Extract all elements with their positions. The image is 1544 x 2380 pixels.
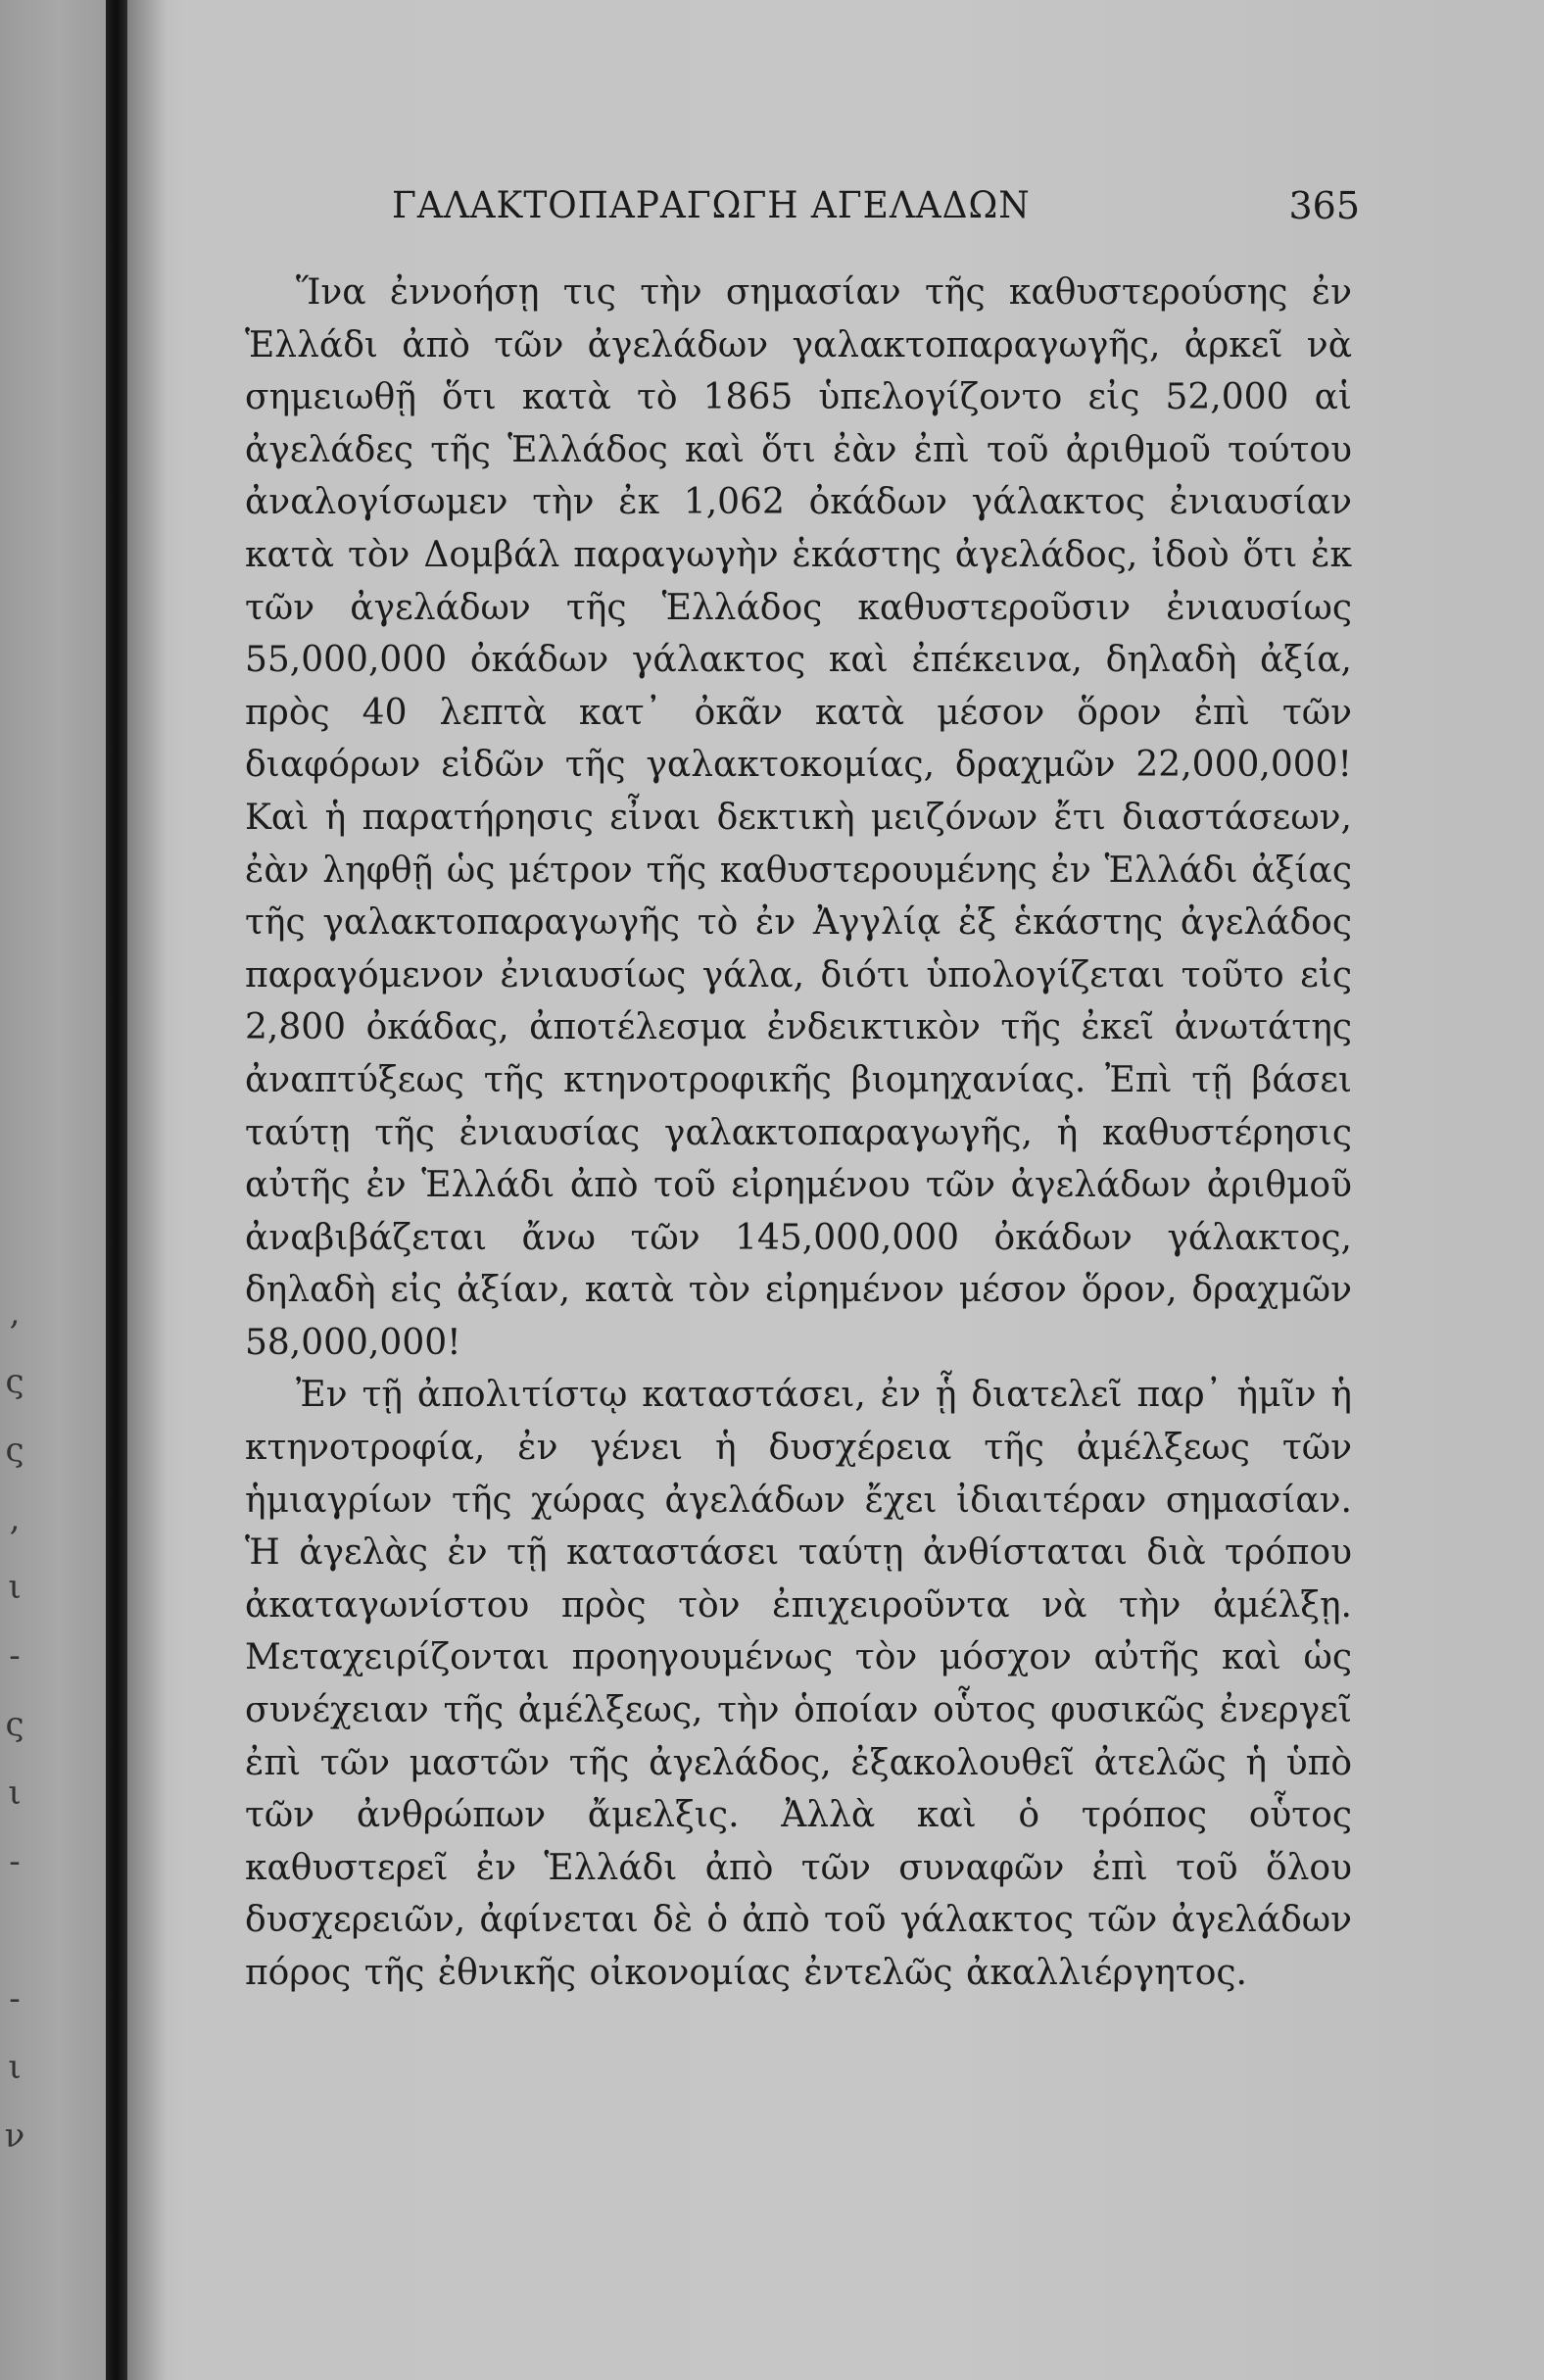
margin-mark xyxy=(0,1911,29,1979)
margin-mark: , xyxy=(9,1293,21,1333)
book-gutter xyxy=(106,0,127,2380)
margin-mark: ς xyxy=(5,1431,24,1470)
page-number: 365 xyxy=(1288,184,1360,227)
margin-mark: ι xyxy=(8,1773,22,1813)
margin-mark: ι xyxy=(8,1568,22,1607)
page-header xyxy=(245,184,1360,247)
paragraph: Ἐν τῇ ἀπολιτίστῳ καταστάσει, ἐν ᾗ διατελεῖ παρ᾽ ἡμῖν ἡ κτηνοτροφία, ἐν γένει ἡ δυσχέρεια τῆς ἀμέλξεως τῶν ἡμιαγρίων τῆς χώρας ἀγελάδων ἔχει ἰδιαιτέραν σημασίαν. Ἡ ἀγελὰς ἐν τῇ καταστάσει ταύτῃ ἀνθίσταται διὰ τρόπου ἀκαταγωνίστου πρὸς τὸν ἐπιχειροῦντα νὰ τὴν ἀμέλξῃ. Μεταχειρίζονται προηγουμένως τὸν μόσχον αὐτῆς καὶ ὡς συνέχειαν τῆς ἀμέλξεως, τὴν ὁποίαν οὗτος φυσικῶς ἐνεργεῖ ἐπὶ τῶν μαστῶν τῆς ἀγελάδος, ἐξακολουθεῖ ἀτελῶς ἡ ὑπὸ τῶν ἀνθρώπων ἄμελξις. Ἀλλὰ καὶ ὁ τρόπος οὗτος καθυστερεῖ ἐν Ἑλλάδι ἀπὸ τῶν συναφῶν ἐπὶ τοῦ ὅλου δυσχερειῶν, ἀφίνεται δὲ ὁ ἀπὸ τοῦ γάλακτος τῶν ἀγελάδων πόρος τῆς ἐθνικῆς οἰκονομίας ἐντελῶς ἀκαλλιέργητος. xyxy=(245,1375,1352,1993)
margin-mark: ι xyxy=(8,2048,22,2087)
margin-mark: , xyxy=(9,1499,21,1538)
margin-mark: ς xyxy=(5,1362,24,1401)
margin-mark: - xyxy=(9,1842,21,1881)
page-body xyxy=(245,267,1352,2000)
margin-mark: ς xyxy=(5,1705,24,1744)
gutter-shadow xyxy=(127,0,167,2380)
margin-mark: - xyxy=(9,1636,21,1676)
paragraph: Ἵνα ἐννοήσῃ τις τὴν σημασίαν τῆς καθυστερούσης ἐν Ἑλλάδι ἀπὸ τῶν ἀγελάδων γαλακτοπαραγωγῆς, ἀρκεῖ νὰ σημειωθῇ ὅτι κατὰ τὸ 1865 ὑπελογίζοντο εἰς 52,000 αἱ ἀγελάδες τῆς Ἑλλάδος καὶ ὅτι ἐὰν ἐπὶ τοῦ ἀριθμοῦ τούτου ἀναλογίσωμεν τὴν ἐκ 1,062 ὀκάδων γάλακτος ἐνιαυσίαν κατὰ τὸν Δομβάλ παραγωγὴν ἑκάστης ἀγελάδος, ἰδοὺ ὅτι ἐκ τῶν ἀγελάδων τῆς Ἑλλάδος καθυστεροῦσιν ἐνιαυσίως 55,000,000 ὀκάδων γάλακτος καὶ ἐπέκεινα, δηλαδὴ ἀξία, πρὸς 40 λεπτὰ κατ᾽ ὀκᾶν κατὰ μέσον ὅρον ἐπὶ τῶν διαφόρων εἰδῶν τῆς γαλακτοκομίας, δραχμῶν 22,000,000! Καὶ ἡ παρατήρησις εἶναι δεκτικὴ μειζόνων ἔτι διαστάσεων, ἐὰν ληφθῇ ὡς μέτρον τῆς καθυστερουμένης ἐν Ἑλλάδι ἀξίας τῆς γαλακτοπαραγωγῆς τὸ ἐν Ἀγγλίᾳ ἐξ ἑκάστης ἀγελάδος παραγόμενον ἐνιαυσίως γάλα, διότι ὑπολογίζεται τοῦτο εἰς 2,800 ὀκάδας, ἀποτέλεσμα ἐνδεικτικὸν τῆς ἐκεῖ ἀνωτάτης ἀναπτύξεως τῆς κτηνοτροφικῆς βιομηχανίας. Ἐπὶ τῇ βάσει ταύτῃ τῆς ἐνιαυσίας γαλακτοπαραγωγῆς, ἡ καθυστέρησις αὐτῆς ἐν Ἑλλάδι ἀπὸ τοῦ εἰρημένου τῶν ἀγελάδων ἀριθμοῦ ἀναβιβάζεται ἄνω τῶν 145,000,000 ὀκάδων γάλακτος, δηλαδὴ εἰς ἀξίαν, κατὰ τὸν εἰρημένον μέσον ὅρον, δραχμῶν 58,000,000! xyxy=(245,272,1352,1363)
running-title: ΓΑΛΑΚΤΟΠΑΡΑΓΩΓΗ ΑΓΕΛΑΔΩΝ xyxy=(392,184,1031,226)
margin-mark: ν xyxy=(4,2116,25,2156)
facing-page-margin-marks xyxy=(0,1293,29,2185)
book-page xyxy=(245,184,1360,2000)
margin-mark: - xyxy=(9,1979,21,2018)
